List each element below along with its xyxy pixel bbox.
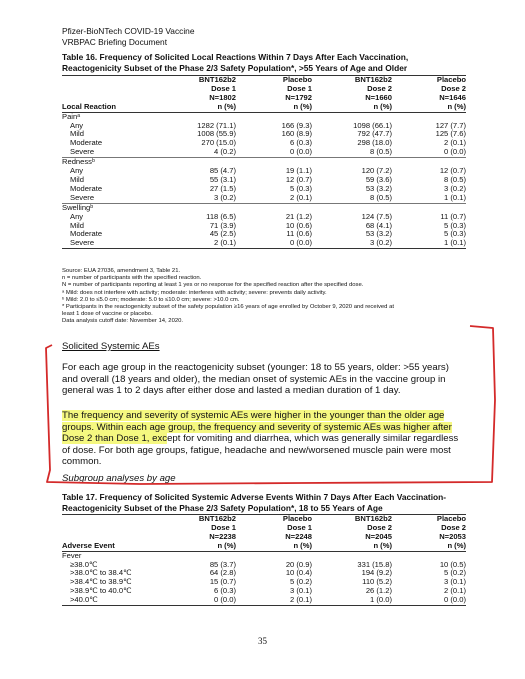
table16-cell: 12 (0.7) bbox=[439, 166, 466, 176]
table16-cell: 118 (6.5) bbox=[206, 211, 236, 221]
table17 bbox=[62, 514, 466, 606]
table16-column-header: N=1802 bbox=[209, 92, 236, 102]
table17-column-header: Placebo bbox=[236, 515, 312, 524]
table16-row bbox=[62, 230, 466, 239]
table16-cell: 85 (4.7) bbox=[209, 166, 236, 176]
table16-row-label: Moderate bbox=[70, 183, 103, 193]
table17-row bbox=[62, 587, 466, 596]
table16-cell: 53 (3.2) bbox=[365, 183, 392, 193]
footnote-line: * Participants in the reactogenicity subset of the safety population ≥16 years of age enrolled by October 9, 2020 and received at bbox=[62, 304, 395, 311]
table16-cell: 2 (0.1) bbox=[290, 192, 312, 202]
table17-cell: 110 (5.2) bbox=[362, 577, 392, 587]
table16-cell: 59 (3.6) bbox=[365, 174, 392, 184]
page-number: 35 bbox=[258, 636, 267, 646]
table16-cell: 1282 (71.1) bbox=[197, 120, 236, 130]
table16-header-row bbox=[62, 103, 466, 112]
table17-column-header: Dose 1 bbox=[287, 522, 312, 532]
table16-cell: 124 (7.5) bbox=[361, 211, 392, 221]
table16-cell: 11 (0.6) bbox=[286, 229, 312, 239]
table17-column-header: n (%) bbox=[312, 542, 392, 551]
table17-cell: 2 (0.1) bbox=[236, 596, 312, 605]
table16-row bbox=[62, 239, 466, 248]
table16-cell: 0 (0.0) bbox=[236, 239, 312, 248]
table16-cell: 1098 (66.1) bbox=[353, 120, 392, 130]
table16-row bbox=[62, 130, 466, 139]
table16-cell: 298 (18.0) bbox=[357, 138, 392, 148]
table17-cell: 0 (0.0) bbox=[158, 596, 236, 605]
table17-row-label: Fever bbox=[62, 550, 82, 560]
table17-cell: 3 (0.1) bbox=[444, 577, 466, 587]
table16-cell: 71 (3.9) bbox=[209, 220, 236, 230]
table16-cell: 0 (0.0) bbox=[444, 147, 466, 157]
paragraph-2-rest: ept for vomiting and diarrhea, which was generally similar regardless of dose. For both age groups, fatigue, headache and new/worsened muscle pain were most common. bbox=[62, 433, 459, 468]
section-heading: Solicited Systemic AEs bbox=[62, 341, 160, 352]
footnote-line: n = number of participants with the specified reaction. bbox=[62, 275, 202, 282]
table16-cell: 10 (0.6) bbox=[285, 220, 312, 230]
table16-cell: 68 (4.1) bbox=[365, 220, 392, 230]
table16-cell: 3 (0.2) bbox=[312, 239, 392, 248]
table16-row-label-header bbox=[62, 85, 158, 94]
table16-row-label: Mild bbox=[70, 220, 84, 230]
table17-row-label: ≥38.0℃ bbox=[70, 559, 98, 569]
table16-column-header: Dose 1 bbox=[211, 83, 236, 93]
table16-row-label: Severe bbox=[70, 147, 95, 157]
table17-cell: 20 (0.9) bbox=[285, 559, 312, 569]
table17-cell: 85 (3.7) bbox=[209, 559, 236, 569]
table16-cell: 8 (0.5) bbox=[370, 192, 392, 202]
table16-cell: 6 (0.3) bbox=[290, 138, 312, 148]
table16-cell: 792 (47.7) bbox=[357, 129, 392, 139]
table16-cell: 4 (0.2) bbox=[214, 147, 236, 157]
table17-column-header: n (%) bbox=[392, 542, 466, 551]
table16-cell: 1008 (55.9) bbox=[197, 129, 236, 139]
table16-cell: 19 (1.1) bbox=[285, 166, 312, 176]
table16-cell: 3 (0.2) bbox=[444, 183, 466, 193]
table17-row-label: >38.4℃ to 38.9℃ bbox=[70, 577, 132, 587]
table16-row bbox=[62, 203, 466, 212]
footnote-line: N = number of participants reporting at least 1 yes or no response for the specified reaction after the specified dose. bbox=[62, 282, 364, 289]
table17-column-header: n (%) bbox=[236, 542, 312, 551]
table17-cell: 194 (9.2) bbox=[361, 568, 392, 578]
table16-cell: 1 (0.1) bbox=[392, 239, 466, 248]
table16-row bbox=[62, 122, 466, 131]
table16-column-header: N=1792 bbox=[285, 92, 312, 102]
table17-column-header: N=2248 bbox=[285, 531, 312, 541]
table16-cell: 45 (2.5) bbox=[209, 229, 236, 239]
table17-cell: 26 (1.2) bbox=[365, 586, 392, 596]
table17-column-header: Dose 1 bbox=[211, 522, 236, 532]
header-title: Pfizer-BioNTech COVID-19 Vaccine bbox=[62, 26, 195, 36]
table16-row bbox=[62, 139, 466, 148]
table16-header-row bbox=[62, 76, 466, 85]
table17-cell: 64 (2.8) bbox=[209, 568, 236, 578]
section-paragraph-2 bbox=[62, 410, 460, 468]
table16-row-label: Severe bbox=[70, 192, 95, 202]
table17-column-header: n (%) bbox=[158, 542, 236, 551]
header-subtitle: VRBPAC Briefing Document bbox=[62, 36, 168, 47]
table16-column-header: n (%) bbox=[236, 103, 312, 112]
table17-column-header: BNT162b2 bbox=[312, 515, 392, 524]
table16-column-header: n (%) bbox=[158, 103, 236, 112]
table16-row bbox=[62, 194, 466, 203]
table16-row bbox=[62, 148, 466, 157]
table17-cell: 10 (0.4) bbox=[285, 568, 312, 578]
table16-cell: 270 (15.0) bbox=[201, 138, 236, 148]
table16-row-label: Moderate bbox=[70, 229, 103, 239]
table16-cell: 8 (0.5) bbox=[444, 174, 466, 184]
table17-column-header: Placebo bbox=[392, 515, 466, 524]
table17-cell: 6 (0.3) bbox=[214, 586, 236, 596]
table16-cell: 166 (9.3) bbox=[281, 120, 312, 130]
table16-footnotes bbox=[62, 268, 472, 326]
table17-column-header: Dose 2 bbox=[367, 522, 392, 532]
table16-column-header: Dose 1 bbox=[287, 83, 312, 93]
table17-row-label: >38.0℃ to 38.4℃ bbox=[70, 568, 132, 578]
table17-row-label-header bbox=[62, 524, 158, 533]
table17-cell: 5 (0.2) bbox=[290, 577, 312, 587]
table16-column-header: N=1660 bbox=[365, 92, 392, 102]
footnote-line: Source: EUA 27036, amendment 3, Table 21. bbox=[62, 268, 181, 274]
table16-row-label: Painᵃ bbox=[62, 111, 81, 121]
table16-row-label: Swellingᵇ bbox=[62, 203, 158, 212]
table16-column-header: Placebo bbox=[236, 76, 312, 85]
table16-cell: 5 (0.3) bbox=[444, 220, 466, 230]
table16-cell: 120 (7.2) bbox=[361, 166, 392, 176]
table16-row bbox=[62, 185, 466, 194]
table17-caption-line1: Table 17. Frequency of Solicited Systemic Adverse Events Within 7 Days After Each Vaccination- bbox=[62, 492, 447, 502]
table16-row-label: Rednessᵇ bbox=[62, 158, 158, 167]
table16-row-label: Severe bbox=[62, 239, 158, 248]
table16-column-header: Dose 2 bbox=[441, 83, 466, 93]
table17-column-header: N=2238 bbox=[209, 531, 236, 541]
table16-column-header: n (%) bbox=[312, 103, 392, 112]
table17-cell: 3 (0.1) bbox=[290, 586, 312, 596]
table17-row-label: >38.9℃ to 40.0℃ bbox=[70, 586, 132, 596]
table16-cell: 2 (0.1) bbox=[444, 138, 466, 148]
table17-header-row bbox=[62, 524, 466, 533]
table17-column-header: N=2045 bbox=[365, 531, 392, 541]
table16-caption bbox=[62, 52, 408, 73]
table16-caption-line2: Reactogenicity Subset of the Phase 2/3 Safety Population*, >55 Years of Age and Older bbox=[62, 62, 408, 73]
table16-row bbox=[62, 176, 466, 185]
table16-caption-line1: Table 16. Frequency of Solicited Local Reactions Within 7 Days After Each Vaccination, bbox=[62, 52, 409, 62]
table16-row-label-header bbox=[62, 76, 158, 85]
table17-cell: 2 (0.1) bbox=[444, 586, 466, 596]
table16-header-row bbox=[62, 94, 466, 103]
table16-cell: 125 (7.6) bbox=[435, 129, 466, 139]
table17-header-row bbox=[62, 533, 466, 542]
table16 bbox=[62, 75, 466, 249]
table16-cell: 127 (7.7) bbox=[435, 120, 466, 130]
table17-row-label-header bbox=[62, 515, 158, 524]
table16-cell: 53 (3.2) bbox=[365, 229, 392, 239]
table16-cell: 12 (0.7) bbox=[285, 174, 312, 184]
table16-cell: 11 (0.7) bbox=[440, 211, 466, 221]
table16-row bbox=[62, 158, 466, 167]
footnote-line: Data analysis cutoff date: November 14, 2020. bbox=[62, 318, 184, 325]
table17-row-label-header: Adverse Event bbox=[62, 542, 158, 551]
table16-column-header: Placebo bbox=[392, 76, 466, 85]
table16-cell: 5 (0.3) bbox=[290, 183, 312, 193]
table16-column-header: Dose 2 bbox=[367, 83, 392, 93]
table16-column-header: BNT162b2 bbox=[158, 76, 236, 85]
table16-row bbox=[62, 112, 466, 121]
table17-caption bbox=[62, 492, 446, 513]
table16-row bbox=[62, 213, 466, 222]
table16-row-label: Moderate bbox=[70, 138, 103, 148]
table17-column-header: N=2053 bbox=[439, 531, 466, 541]
table17-cell: 5 (0.2) bbox=[444, 568, 466, 578]
table17-caption-line2: Reactogenicity Subset of the Phase 2/3 Safety Population*, 18 to 55 Years of Age bbox=[62, 502, 383, 513]
table17-cell: 0 (0.0) bbox=[392, 596, 466, 605]
table17-row bbox=[62, 596, 466, 605]
table16-cell: 55 (3.1) bbox=[209, 174, 236, 184]
section-paragraph-1: For each age group in the reactogenicity subset (younger: 18 to 55 years, older: >55 years) and overall (18 years and older), the median onset of systemic AEs in the vaccine group in general was 1 to 2 days after either dose and lasted a median duration of 1 day. bbox=[62, 362, 449, 397]
table16-cell: 5 (0.3) bbox=[444, 229, 466, 239]
table17-column-header: BNT162b2 bbox=[158, 515, 236, 524]
table16-header-row bbox=[62, 85, 466, 94]
table16-column-header: BNT162b2 bbox=[312, 76, 392, 85]
table16-cell: 2 (0.1) bbox=[158, 239, 236, 248]
table17-row bbox=[62, 551, 466, 560]
table16-cell: 8 (0.5) bbox=[370, 147, 392, 157]
table16-row-label-header: Local Reaction bbox=[62, 103, 158, 112]
table17-header-row bbox=[62, 542, 466, 551]
footnote-line: ᵇ Mild: 2.0 to ≤5.0 cm; moderate: 5.0 to ≤10.0 cm; severe: >10.0 cm. bbox=[62, 296, 240, 303]
table16-cell: 27 (1.5) bbox=[209, 183, 236, 193]
table17-cell: 10 (0.5) bbox=[439, 559, 466, 569]
table17-cell: 1 (0.0) bbox=[312, 596, 392, 605]
table16-cell: 160 (8.9) bbox=[281, 129, 312, 139]
table16-cell: 21 (1.2) bbox=[285, 211, 312, 221]
table17-cell: 331 (15.8) bbox=[357, 559, 392, 569]
table16-cell: 0 (0.0) bbox=[290, 147, 312, 157]
table16-row-label: Any bbox=[70, 166, 84, 176]
document-header bbox=[62, 26, 195, 47]
table17-column-header: Dose 2 bbox=[441, 522, 466, 532]
table16-cell: 1 (0.1) bbox=[444, 192, 466, 202]
highlighted-text: The frequency and severity of systemic AEs were higher in the younger than the older age groups. Within each age group, the frequency and severity of systemic AEs was higher after Dose 2 than Dose 1, exc bbox=[62, 410, 452, 445]
table16-cell: 3 (0.2) bbox=[214, 192, 236, 202]
footnote-line: least 1 dose of vaccine or placebo. bbox=[62, 311, 153, 318]
table16-column-header: N=1646 bbox=[439, 92, 466, 102]
table16-row-label: Any bbox=[70, 120, 84, 130]
table17-row-label: >40.0℃ bbox=[62, 596, 158, 605]
table16-row bbox=[62, 167, 466, 176]
footnote-line: ᵃ Mild: does not interfere with activity; moderate: interferes with activity; severe: prevents daily activity. bbox=[62, 289, 327, 296]
table16-row-label: Any bbox=[70, 211, 84, 221]
subgroup-heading: Subgroup analyses by age bbox=[62, 473, 176, 484]
table16-row-label: Mild bbox=[70, 174, 84, 184]
table16-row bbox=[62, 222, 466, 231]
table17-cell: 15 (0.7) bbox=[209, 577, 236, 587]
table17-header-row bbox=[62, 515, 466, 524]
table16-row-label: Mild bbox=[70, 129, 84, 139]
table16-column-header: n (%) bbox=[392, 103, 466, 112]
